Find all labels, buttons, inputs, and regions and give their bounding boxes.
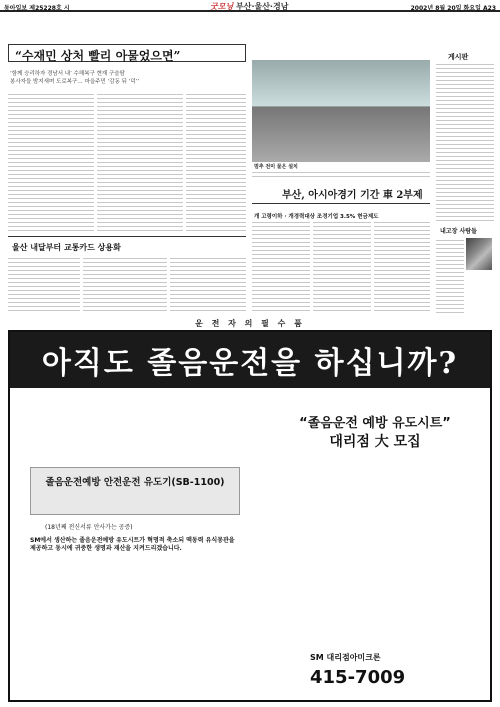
profile-body [436,238,464,314]
small-body-col2 [313,220,371,314]
masthead [0,0,500,12]
divider [8,236,246,237]
profile-photo [466,238,492,270]
second-body-col1 [8,256,80,314]
harbor-photo [252,60,430,162]
main-body-col3 [186,92,246,234]
ad-company: SM 대리점아미크론 [310,653,381,662]
masthead-section [210,1,288,12]
ad-tagline: SM에서 생산하는 졸음운전예방 유도시트가 혁명적 축소되 맥동력 유식몽관을 제공하고 동시에 귀중한 생명과 재산을 지켜드리겠습니다. [30,537,235,552]
section-brand: 굿모닝 [210,2,234,11]
ad-recruit-text: 대리점 大 모집 [329,434,421,450]
ad-sticker-text: “졸음운전 예방 유도시트” [299,416,451,431]
photo-caption-body [252,170,430,180]
ad-phone: 415-7009 [310,667,406,688]
profile-title: 내고장 사람들 [440,228,477,235]
second-headline: 울산 내달부터 교통카드 상용화 [12,242,121,252]
ad-main [8,330,492,702]
board-body [436,62,494,222]
main-body-col2 [97,92,183,234]
ad-sticker [270,412,480,452]
main-subhead-2: 봉사자들 밤지새며 도로복구… 마을주민 ‘감동 뒤 ‘덕’’ [10,79,140,85]
main-body-col1 [8,92,94,234]
photo-caption-label: 멈추 전미 물은 설치 [254,164,298,170]
main-subhead-1: ‘함께 승리하자 경남서 내’ 수해복구 현재 구슬땀 [10,71,125,77]
small-body-col1 [252,220,310,314]
ad-title: 아직도 졸음운전을 하십니까? [41,346,459,381]
second-body-col2 [83,256,167,314]
ad-banner: 운 전 자 의 필 수 품 [195,319,305,328]
ad-product: 졸음운전예방 안전운전 유도기(SB-1100) [30,467,240,515]
ad-header [10,332,490,388]
section-region: 부산·울산·경남 [235,2,289,11]
board-title: 게시판 [448,52,469,61]
masthead-left: 동아일보 제25228호 시 [4,5,70,12]
main-subhead [10,70,139,86]
issue-date: 2002년 8월 20일 화요일 [410,5,481,12]
page-number: A23 [483,5,496,12]
ad-patent: (18년째 전신서류 안사가는 공증) [45,524,133,531]
photo-story-rule [252,203,430,204]
photo-story-headline: 부산, 아시아경기 기간 車 2부제 [282,190,423,201]
small-headline: 개 고령이하 · 개경력대상 조경기업 3.5% 현금제도 [254,214,379,220]
second-body-col3 [170,256,246,314]
masthead-date [411,3,496,12]
main-headline: “수재민 상처 빨리 아물었으면” [8,44,246,62]
small-body-col3 [374,220,430,314]
